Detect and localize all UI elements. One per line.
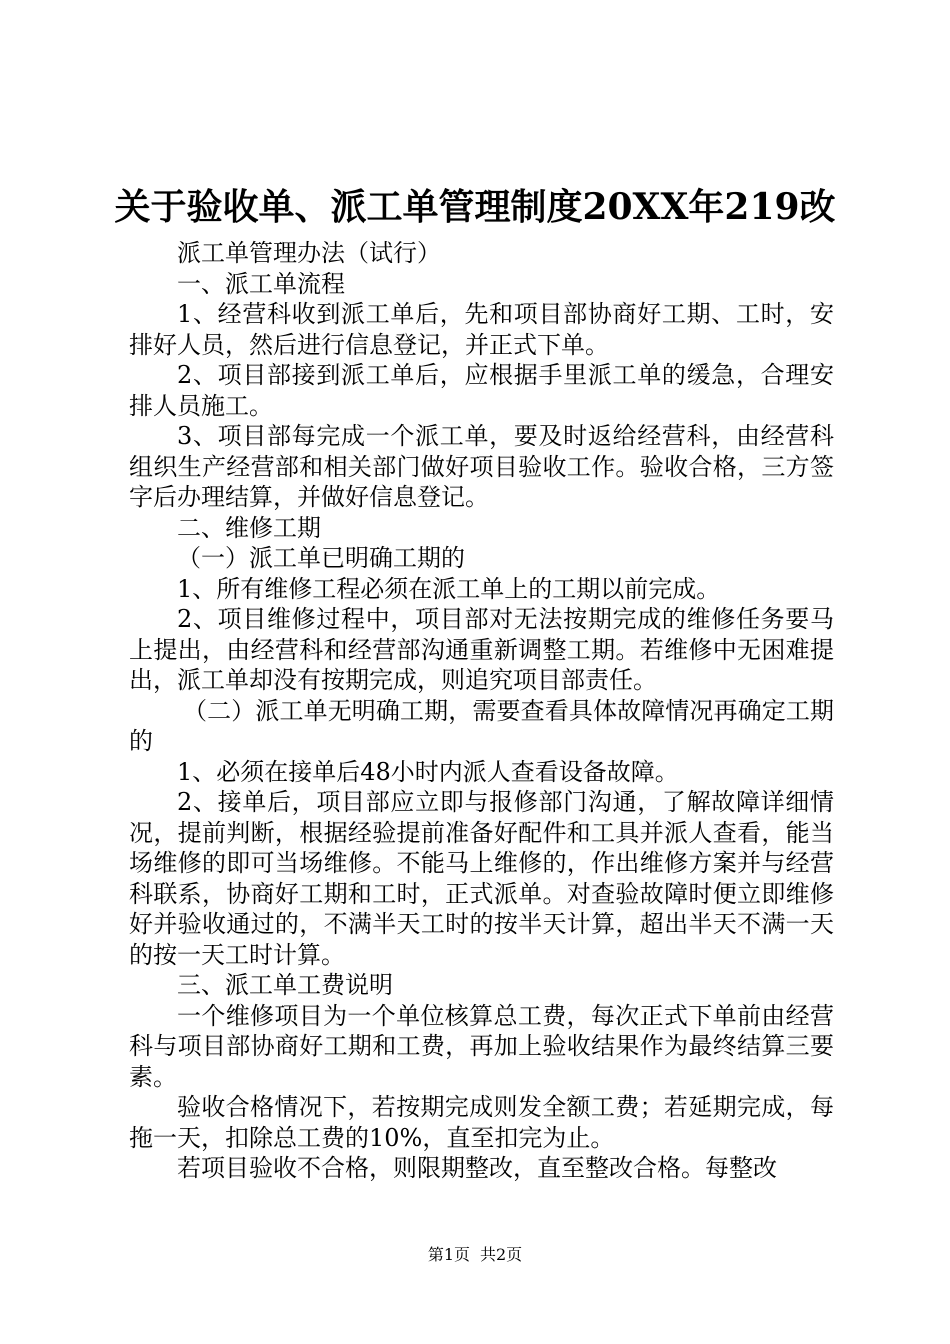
section-heading-1: 一、派工单流程 [177,269,345,298]
paragraph: 1、经营科收到派工单后，先和项目部协商好工期、工时，安排好人员，然后进行信息登记，并正式下单。 [129,300,834,359]
page-total: 共2页 [480,1245,523,1264]
paragraph: 验收合格情况下，若按期完成则发全额工费；若延期完成，每拖一天，扣除总工费的10%，直至扣完为止。 [129,1093,834,1152]
paragraph: 1、必须在接单后48小时内派人查看设备故障。 [177,757,679,786]
paragraph: 1、所有维修工程必须在派工单上的工期以前完成。 [177,574,721,603]
subsection-heading-2: （二）派工单无明确工期，需要查看具体故障情况再确定工期的 [129,696,834,755]
page-number: 第1页 [427,1245,470,1264]
page-footer [0,1243,950,1267]
subsection-heading-1: （一）派工单已明确工期的 [177,544,465,572]
paragraph-subtitle: 派工单管理办法（试行） [177,239,441,267]
section-heading-3: 三、派工单工费说明 [177,971,393,999]
paragraph: 2、项目维修过程中，项目部对无法按期完成的维修任务要马上提出，由经营科和经营部沟通重新调整工期。若维修中无困难提出，派工单却没有按期完成，则追究项目部责任。 [129,605,834,694]
section-heading-2: 二、维修工期 [177,513,321,542]
paragraph: 3、项目部每完成一个派工单，要及时返给经营科，由经营科组织生产经营部和相关部门做好项目验收工作。验收合格，三方签字后办理结算，并做好信息登记。 [129,422,834,511]
document-body [129,238,834,1184]
paragraph: 2、接单后，项目部应立即与报修部门沟通，了解故障详细情况，提前判断，根据经验提前准备好配件和工具并派人查看，能当场维修的即可当场维修。不能马上维修的，作出维修方案并与经营科联系，协商好工期和工时，正式派单。对查验故障时便立即维修好并验收通过的，不满半天工时的按半天计算，超出半天不满一天的按一天工时计算。 [129,788,834,969]
document-title: 关于验收单、派工单管理制度20XX年219改 [114,186,836,228]
paragraph: 一个维修项目为一个单位核算总工费，每次正式下单前由经营科与项目部协商好工期和工费，再加上验收结果作为最终结算三要素。 [129,1001,834,1091]
paragraph: 2、项目部接到派工单后，应根据手里派工单的缓急，合理安排人员施工。 [129,361,834,420]
paragraph: 若项目验收不合格，则限期整改，直至整改合格。每整改 [177,1154,777,1182]
